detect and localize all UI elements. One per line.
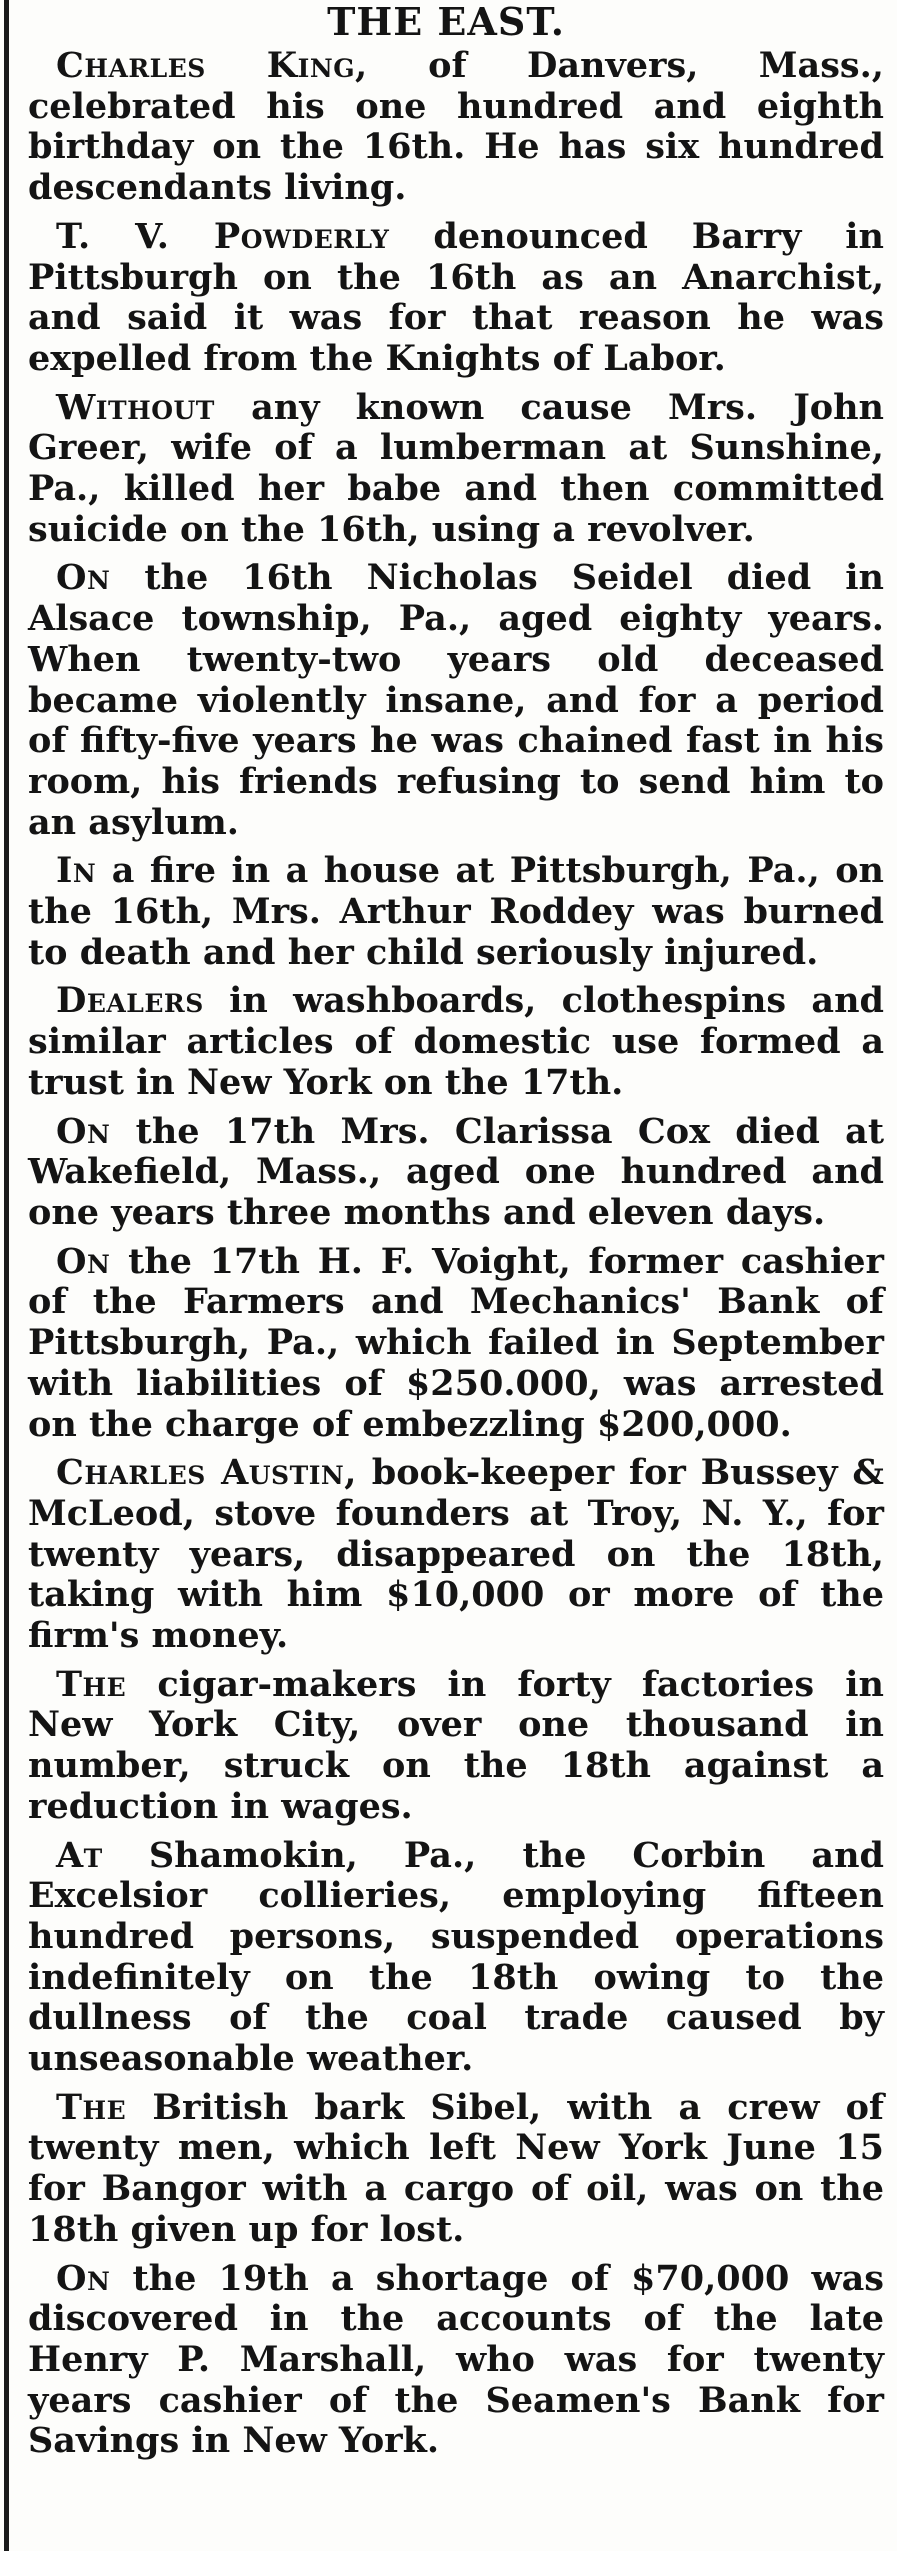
news-item xyxy=(28,1453,884,1657)
news-item xyxy=(28,1242,884,1446)
news-item xyxy=(28,46,884,209)
item-text: cigar-makers in forty factories in New York City, over one thousand in number, struck on the 18th against a reduction in wages. xyxy=(28,1663,884,1827)
news-item xyxy=(28,2088,884,2251)
section-heading: THE EAST. xyxy=(327,0,565,44)
item-lead: On xyxy=(56,1110,111,1152)
news-item xyxy=(28,1112,884,1234)
item-text: any known cause Mrs. John Greer, wife of a lumberman at Sunshine, Pa., killed her babe and then committed suicide on the 16th, using a revolver. xyxy=(28,386,884,550)
news-item xyxy=(28,851,884,973)
news-item xyxy=(28,2259,884,2463)
item-lead: The xyxy=(56,2086,127,2128)
item-lead: Without xyxy=(56,386,215,428)
item-text: the 16th Nicholas Seidel died in Alsace township, Pa., aged eighty years. When twenty-two years old deceased became violently insane, and for a period of fifty-five years he was chained fast in his room, his friends refusing to send him to an asylum. xyxy=(28,557,884,843)
item-lead: At xyxy=(56,1834,103,1876)
news-item xyxy=(28,1665,884,1828)
item-lead: On xyxy=(56,557,111,599)
item-text: denounced Barry in Pittsburgh on the 16th as an Anarchist, and said it was for that reason he was expelled from the Knights of Labor. xyxy=(28,215,884,379)
news-item xyxy=(28,981,884,1103)
item-text: book-keeper for Bussey & McLeod, stove founders at Troy, N. Y., for twenty years, disappeared on the 18th, taking with him $10,000 or more of the firm's money. xyxy=(28,1452,884,1657)
item-lead: In xyxy=(56,850,97,892)
item-text: in washboards, clothespins and similar articles of domestic use formed a trust in New York on the 17th. xyxy=(28,980,884,1103)
column-rule xyxy=(4,0,9,2551)
news-item xyxy=(28,1836,884,2080)
item-text: the 17th H. F. Voight, former cashier of the Farmers and Mechanics' Bank of Pittsburgh, Pa., which failed in September with liabilities of $250.000, was arrested on the charge of embezzling $200,000. xyxy=(28,1240,884,1445)
item-lead: Charles King, xyxy=(56,45,368,86)
item-lead: T. V. Powderly xyxy=(56,215,390,257)
item-text: British bark Sibel, with a crew of twenty men, which left New York June 15 for Bangor with a cargo of oil, was on the 18th given up for lost. xyxy=(28,2086,884,2250)
item-lead: On xyxy=(56,2257,111,2299)
item-text: Shamokin, Pa., the Corbin and Excelsior collieries, employing fifteen hundred persons, suspended operations indefinitely on the 18th owing to the dullness of the coal trade caused by unseasonable weather. xyxy=(28,1834,884,2080)
item-text: the 17th Mrs. Clarissa Cox died at Wakefield, Mass., aged one hundred and one years three months and eleven days. xyxy=(28,1110,884,1233)
item-lead: The xyxy=(56,1663,127,1705)
item-text: the 19th a shortage of $70,000 was discovered in the accounts of the late Henry P. Marshall, who was for twenty years cashier of the Seamen's Bank for Savings in New York. xyxy=(28,2257,884,2462)
item-lead: On xyxy=(56,1240,111,1282)
news-item xyxy=(28,558,884,843)
item-lead: Charles Austin, xyxy=(56,1452,357,1494)
item-lead: Dealers xyxy=(56,980,204,1022)
news-column xyxy=(28,2,884,2470)
news-item xyxy=(28,388,884,551)
item-text: of Danvers, Mass., celebrated his one hundred and eighth birthday on the 16th. He has six hundred descendants living. xyxy=(28,45,884,209)
news-item xyxy=(28,217,884,380)
item-text: a fire in a house at Pittsburgh, Pa., on the 16th, Mrs. Arthur Roddey was burned to death and her child seriously injured. xyxy=(28,850,884,973)
